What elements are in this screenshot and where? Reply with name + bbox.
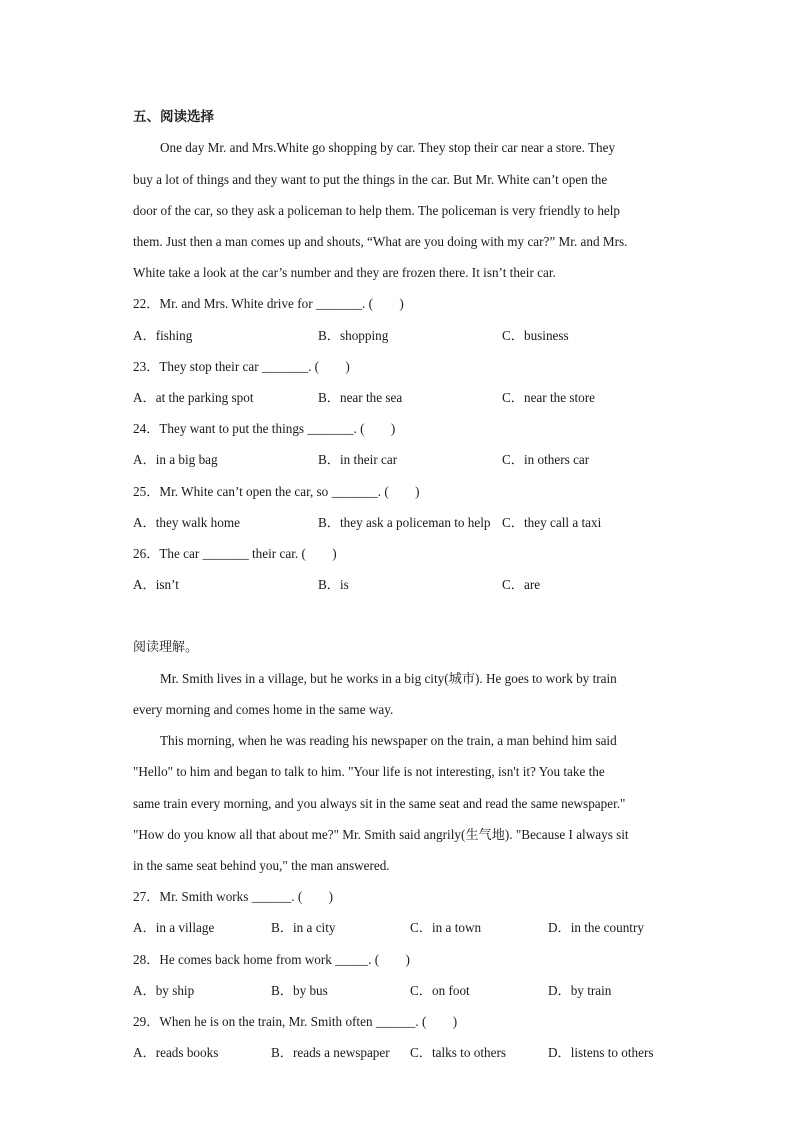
passage-line: same train every morning, and you always sit in the same seat and read the same newspaper." [133,796,626,811]
passage-line: them. Just then a man comes up and shouts, “What are you doing with my car?” Mr. and Mrs. [133,234,628,249]
option-a: A．by ship [133,983,195,998]
passage-line: "Hello" to him and began to talk to him. "Your life is not interesting, isn't it? You take the [133,764,605,779]
question-22: 22．Mr. and Mrs. White drive for _______. ( ) [133,296,404,311]
option-d: D．listens to others [548,1045,654,1060]
passage-line: "How do you know all that about me?" Mr. Smith said angrily(生气地). "Because I always sit [133,827,629,842]
passage-line: door of the car, so they ask a policeman to help them. The policeman is very friendly to help [133,203,621,218]
passage-line: One day Mr. and Mrs.White go shopping by car. They stop their car near a store. They [160,140,616,155]
option-c: C．near the store [502,390,596,405]
passage-line: every morning and comes home in the same way. [133,702,394,717]
option-c: C．are [502,577,541,592]
option-a: A．in a big bag [133,452,218,467]
option-a: A．fishing [133,328,193,343]
option-b: B．by bus [271,983,328,998]
question-23: 23．They stop their car _______. ( ) [133,359,350,374]
option-d: D．by train [548,983,612,998]
option-b: B．in a city [271,920,336,935]
question-26: 26．The car _______ their car. ( ) [133,546,337,561]
option-b: B．near the sea [318,390,403,405]
option-a: A．at the parking spot [133,390,254,405]
passage-line: Mr. Smith lives in a village, but he works in a big city(城市). He goes to work by train [160,671,617,686]
passage-line: buy a lot of things and they want to put the things in the car. But Mr. White can’t open the [133,172,608,187]
option-a: A．isn’t [133,577,179,592]
option-d: D．in the country [548,920,644,935]
question-25: 25．Mr. White can’t open the car, so _______. ( ) [133,484,420,499]
option-c: C．in a town [410,920,482,935]
option-c: C．on foot [410,983,470,998]
passage-line: White take a look at the car’s number and they are frozen there. It isn’t their car. [133,265,556,280]
option-a: A．reads books [133,1045,219,1060]
option-c: C．in others car [502,452,590,467]
passage-line: This morning, when he was reading his newspaper on the train, a man behind him said [160,733,617,748]
option-a: A．in a village [133,920,215,935]
option-b: B．shopping [318,328,389,343]
option-b: B．they ask a policeman to help [318,515,491,530]
option-b: B．reads a newspaper [271,1045,390,1060]
question-24: 24．They want to put the things _______. ( ) [133,421,396,436]
option-b: B．in their car [318,452,398,467]
option-c: C．they call a taxi [502,515,602,530]
question-28: 28．He comes back home from work _____. ( ) [133,952,410,967]
passage-line: in the same seat behind you," the man answered. [133,858,390,873]
option-a: A．they walk home [133,515,240,530]
question-27: 27．Mr. Smith works ______. ( ) [133,889,334,904]
section-heading: 阅读理解。 [133,640,199,655]
option-b: B．is [318,577,349,592]
section-heading: 五、阅读选择 [133,109,214,125]
option-c: C．talks to others [410,1045,506,1060]
question-29: 29．When he is on the train, Mr. Smith often ______. ( ) [133,1014,458,1029]
option-c: C．business [502,328,569,343]
